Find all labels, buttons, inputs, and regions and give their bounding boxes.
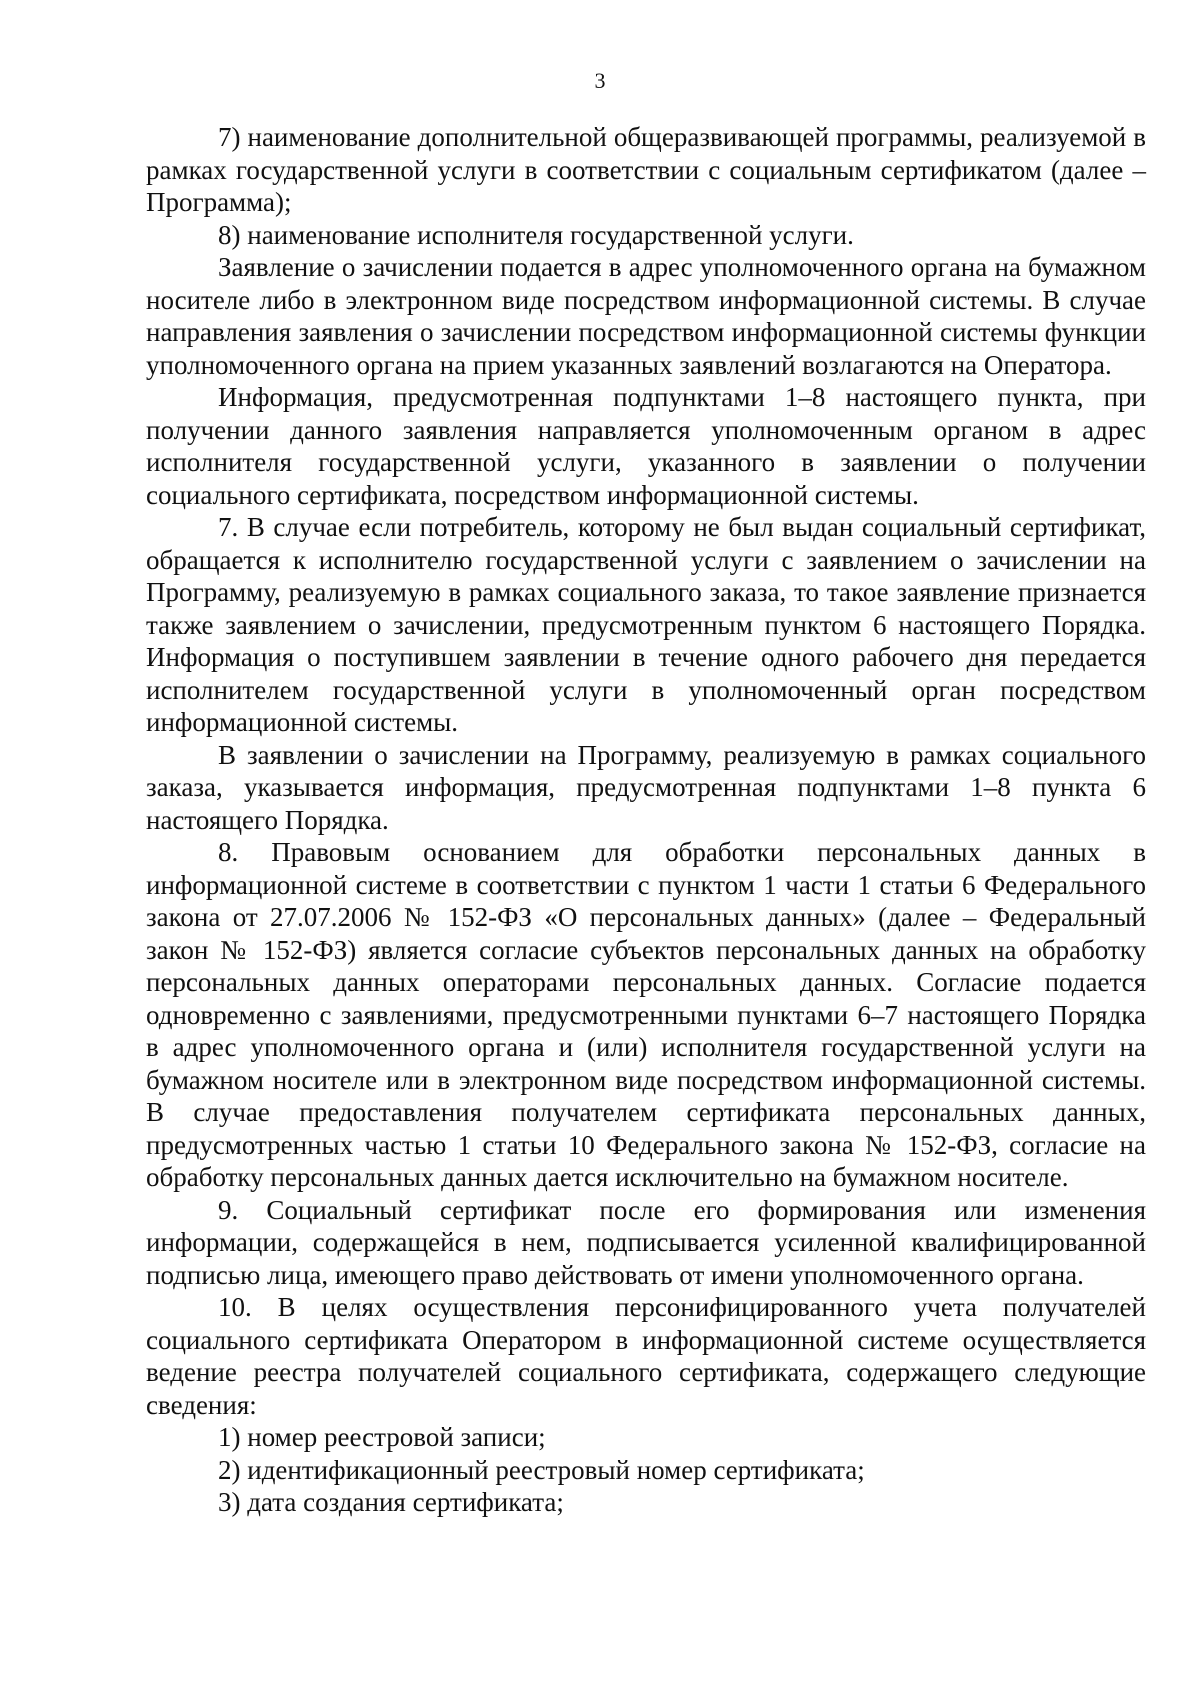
page-number: 3 [594,68,606,93]
list-item-registry-number: 1) номер реестровой записи; [218,1422,546,1452]
paragraph-clause-9: 9. Социальный сертификат после его формирования или изменения информации, содержащейся в нем, подписывается усиленной квалифицированной подписью лица, имеющего право действовать от имени уполномоченного органа. [146,1194,1146,1290]
document-body [146,121,1146,1519]
paragraph-clause-8: 8. Правовым основанием для обработки персональных данных в информационной системе в соответствии с пунктом 1 части 1 статьи 6 Федерального закона от 27.07.2006 № 152-ФЗ «О персональных данных» (далее – Федеральный закон № 152-ФЗ) является согласие субъектов персональных данных на обработку персональных данных операторами персональных данных. Согласие подается одновременно с заявлениями, предусмотренными пунктами 6–7 настоящего Порядка в адрес уполномоченного органа и (или) исполнителя государственной услуги на бумажном носителе или в электронном виде посредством информационной системы. В случае предоставления получателем сертификата персональных данных, предусмотренных частью 1 статьи 10 Федерального закона № 152-ФЗ, согласие на обработку персональных данных дается исключительно на бумажном носителе. [146,837,1146,1192]
paragraph-enrollment-application: Заявление о зачислении подается в адрес уполномоченного органа на бумажном носителе либо в электронном виде посредством информационной системы. В случае направления заявления о зачислении посредством информационной системы функции уполномоченного органа на прием указанных заявлений возлагаются на Оператора. [146,252,1146,380]
list-item-creation-date: 3) дата создания сертификата; [218,1487,564,1517]
paragraph-item-8-executor-name: 8) наименование исполнителя государственной услуги. [218,219,854,250]
paragraph-clause-7-details: В заявлении о зачислении на Программу, реализуемую в рамках социального заказа, указывается информация, предусмотренная подпунктами 1–8 пункта 6 настоящего Порядка. [146,739,1146,835]
paragraph-item-7-program-name: 7) наименование дополнительной общеразвивающей программы, реализуемой в рамках государственной услуги в соответствии с социальным сертификатом (далее – Программа); [146,122,1146,217]
paragraph-clause-7: 7. В случае если потребитель, которому не был выдан социальный сертификат, обращается к исполнителю государственной услуги с заявлением о зачислении на Программу, реализуемую в рамках социального заказа, то такое заявление признается также заявлением о зачислении, предусмотренным пунктом 6 настоящего Порядка. Информация о поступившем заявлении в течение одного рабочего дня передается исполнителем государственной услуги в уполномоченный орган посредством информационной системы. [146,512,1146,737]
list-item-certificate-id: 2) идентификационный реестровый номер сертификата; [218,1454,865,1485]
paragraph-clause-10: 10. В целях осуществления персонифицированного учета получателей социального сертификата Оператором в информационной системе осуществляется ведение реестра получателей социального сертификата, содержащего следующие сведения: [146,1292,1146,1420]
paragraph-information-transfer: Информация, предусмотренная подпунктами 1–8 настоящего пункта, при получении данного заявления направляется уполномоченным органом в адрес исполнителя государственной услуги, указанного в заявлении о получении социального сертификата, посредством информационной системы. [146,382,1146,510]
